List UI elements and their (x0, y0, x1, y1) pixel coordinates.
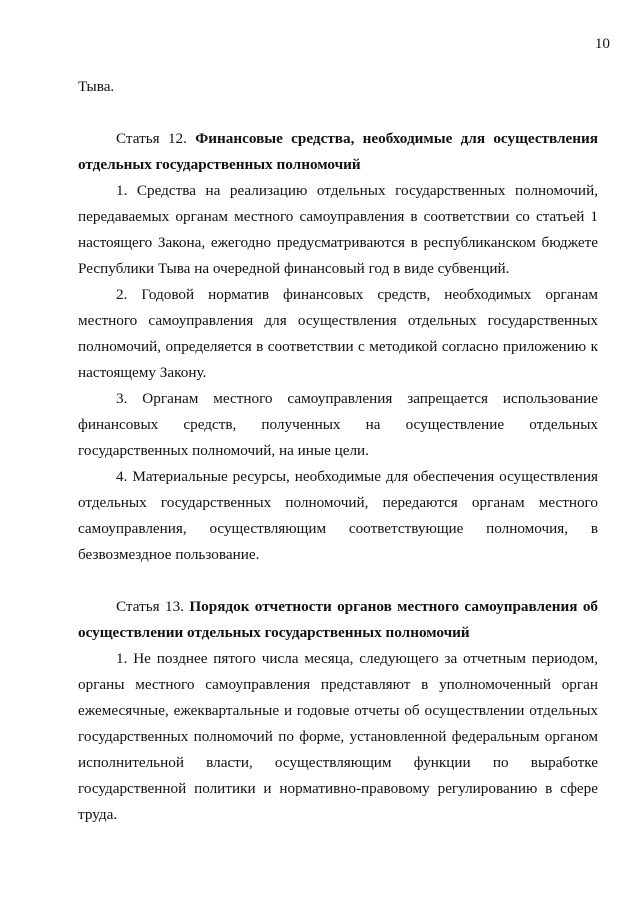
paragraph-line: 1. Средства на реализацию отдельных государственных полномочий, (116, 182, 598, 199)
article-13-title-line1: Порядок отчетности органов местного самоуправления об (189, 598, 599, 615)
paragraph-line: государственной политики и нормативно-правовому регулированию в сфере (78, 780, 598, 797)
paragraph-line: труда. (78, 806, 118, 823)
article-13-title-line2: осуществлении отдельных государственных полномочий (78, 624, 470, 641)
article-12-title-line1: Финансовые средства, необходимые для осуществления (195, 130, 598, 147)
paragraph-line: Республики Тыва на очередной финансовый год в виде субвенций. (78, 260, 510, 277)
paragraph-line: безвозмездное пользование. (78, 546, 260, 563)
article-13-prefix: Статья 13. (116, 598, 184, 615)
paragraph-line: исполнительной власти, осуществляющим функции по выработке (78, 754, 598, 771)
paragraph-line: 3. Органам местного самоуправления запрещается использование (116, 390, 598, 407)
page-number: 10 (594, 35, 610, 52)
paragraph-line: государственных полномочий, на иные цели. (78, 442, 369, 459)
article-12-heading (116, 126, 598, 152)
paragraph-line: 4. Материальные ресурсы, необходимые для обеспечения осуществления (116, 468, 598, 485)
paragraph-line: настоящего Закона, ежегодно предусматриваются в республиканском бюджете (78, 234, 598, 251)
article-12-title-line2: отдельных государственных полномочий (78, 156, 361, 173)
paragraph-line: отдельных государственных полномочий, передаются органам местного (78, 494, 598, 511)
paragraph-line: 1. Не позднее пятого числа месяца, следующего за отчетным периодом, (116, 650, 598, 667)
paragraph-line: финансовых средств, полученных на осуществление отдельных (78, 416, 598, 433)
paragraph-line: настоящему Закону. (78, 364, 207, 381)
paragraph-line: государственных полномочий по форме, установленной федеральным органом (78, 728, 598, 745)
paragraph-line: 2. Годовой норматив финансовых средств, необходимых органам (116, 286, 598, 303)
paragraph-line: ежемесячные, ежеквартальные и годовые отчеты об осуществлении отдельных (78, 702, 598, 719)
paragraph-line: полномочий, определяется в соответствии с методикой согласно приложению к (78, 338, 598, 355)
paragraph-line: органы местного самоуправления представляют в уполномоченный орган (78, 676, 598, 693)
paragraph-line: передаваемых органам местного самоуправления в соответствии со статьей 1 (78, 208, 598, 225)
paragraph-line: самоуправления, осуществляющим соответствующие полномочия, в (78, 520, 598, 537)
fragment-line: Тыва. (78, 78, 115, 95)
article-13-heading (116, 594, 598, 620)
paragraph-line: местного самоуправления для осуществления отдельных государственных (78, 312, 598, 329)
article-12-prefix: Статья 12. (116, 130, 187, 147)
